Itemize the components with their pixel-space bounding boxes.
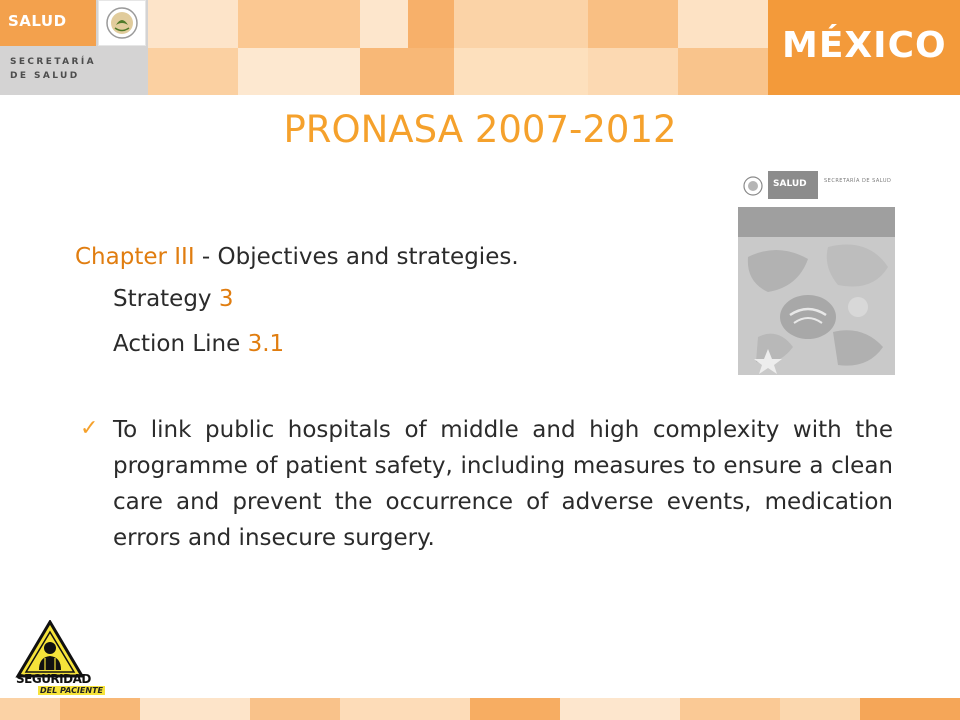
safety-logo-title: SEGURIDAD: [16, 672, 91, 686]
banner-tile: [454, 48, 588, 95]
footer-tile: [0, 698, 60, 720]
banner-tile: [148, 0, 238, 48]
cover-secretaria-label: SECRETARÍA DE SALUD: [824, 178, 892, 184]
salud-label: SALUD: [8, 12, 67, 30]
strategy-number: 3: [218, 286, 234, 312]
mexico-seal-icon: [98, 0, 146, 46]
header-banner: [0, 0, 960, 95]
banner-tile: [588, 0, 678, 48]
chapter-label: Chapter III: [75, 244, 195, 270]
cover-salud-tab: [768, 171, 818, 199]
banner-tile: [588, 48, 678, 95]
strategy-label: Strategy: [113, 286, 219, 312]
banner-tile: [678, 48, 768, 95]
safety-logo-subtitle: DEL PACIENTE: [40, 686, 103, 695]
banner-tile: [148, 48, 238, 95]
warning-triangle-icon: [12, 620, 107, 680]
salud-tab: [0, 0, 96, 46]
pronasa-cover-image: [738, 171, 895, 375]
action-number: 3.1: [247, 331, 285, 357]
cover-artwork: [738, 237, 895, 375]
bullet-paragraph: To link public hospitals of middle and high complexity with the programme of patient safety, including measures to ensure a clean care and prevent the occurrence of adverse events, medication errors and insecure surgery.: [113, 417, 893, 551]
secretaria-logo-block: [0, 0, 148, 95]
cover-seal-icon: [742, 175, 764, 197]
secretaria-label: SECRETARÍA DE SALUD: [10, 57, 96, 81]
checkmark-icon: ✓: [80, 416, 99, 441]
cover-salud-label: SALUD: [773, 179, 807, 189]
banner-tile: [408, 0, 454, 48]
footer-tile: [250, 698, 340, 720]
banner-tile: [238, 48, 360, 95]
banner-tile: [238, 0, 360, 48]
cover-header: [738, 171, 895, 207]
action-line: [113, 331, 284, 357]
chapter-heading: [75, 244, 519, 270]
banner-tile: [360, 48, 454, 95]
footer-tile: [340, 698, 470, 720]
strategy-line: [113, 286, 234, 312]
footer-stripe: [0, 698, 960, 720]
chapter-description: - Objectives and strategies.: [194, 244, 519, 270]
footer-tile: [780, 698, 860, 720]
footer-tile: [140, 698, 250, 720]
footer-tile: [60, 698, 140, 720]
footer-tile: [680, 698, 780, 720]
slide-title: PRONASA 2007-2012: [283, 108, 677, 151]
banner-tile: [678, 0, 768, 48]
footer-tile: [560, 698, 680, 720]
banner-tile: [360, 0, 408, 48]
action-label: Action Line: [113, 331, 248, 357]
mexico-logo-block: [768, 0, 960, 95]
mexico-label: MÉXICO: [782, 25, 947, 66]
footer-tile: [860, 698, 960, 720]
banner-tile: [454, 0, 588, 48]
footer-tile: [470, 698, 560, 720]
cover-title-band: [738, 207, 895, 237]
